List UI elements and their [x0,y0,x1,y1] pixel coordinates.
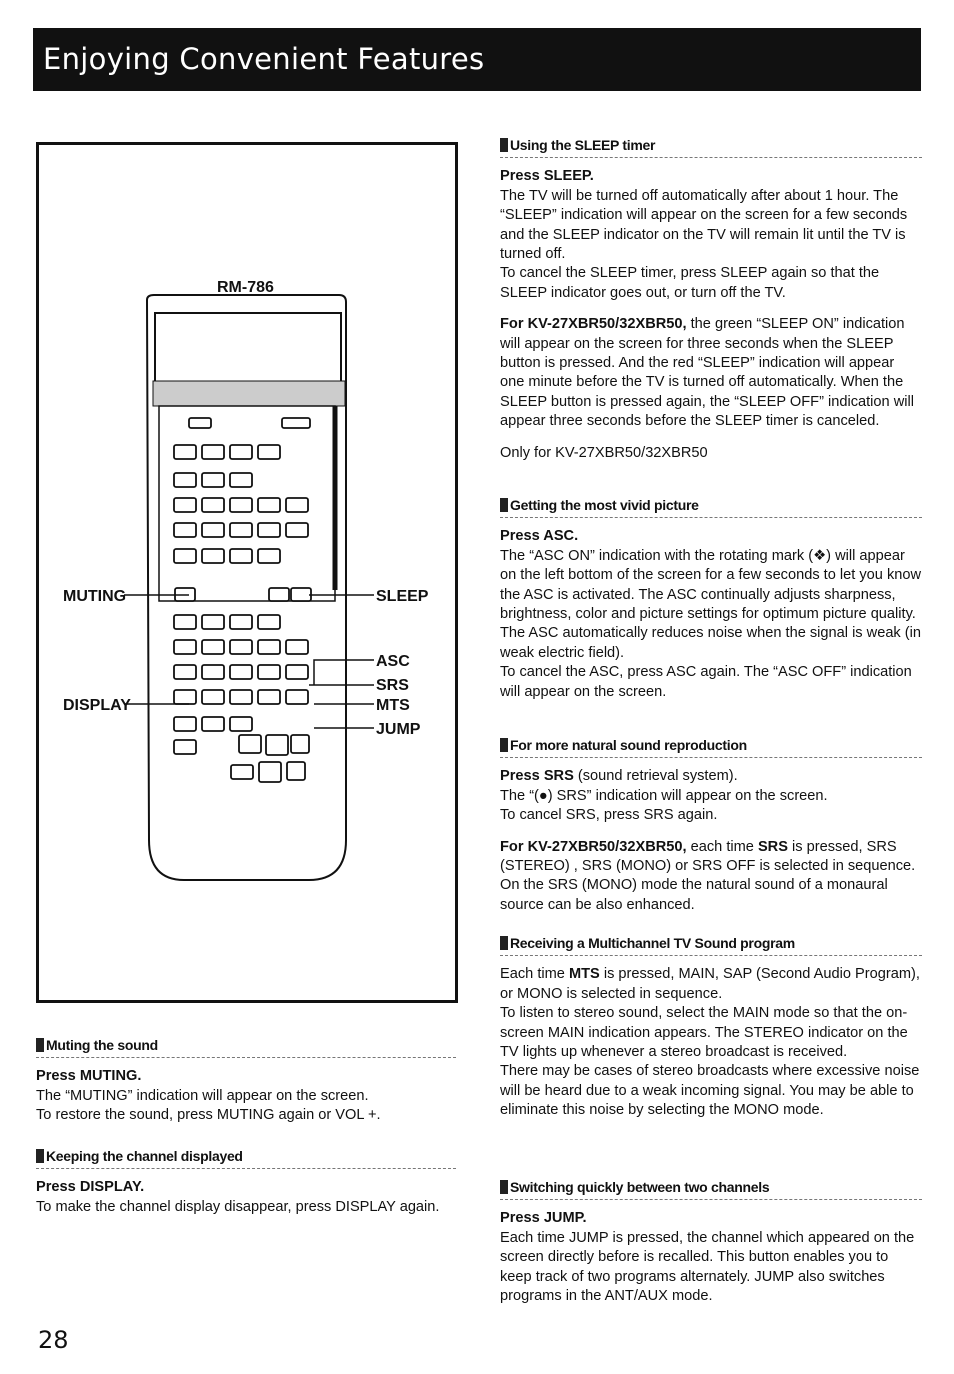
section-jump [500,1178,922,1306]
remote-button [202,665,224,679]
remote-button [258,523,280,537]
paragraph: To cancel SRS, press SRS again. [500,807,718,824]
instruction: Press JUMP. [500,1210,587,1227]
remote-button [286,640,308,654]
page-title: Enjoying Convenient Features [43,42,485,76]
remote-button [230,717,252,731]
remote-button [230,549,252,563]
remote-button [258,640,280,654]
remote-button [202,615,224,629]
instruction: Press DISPLAY. [36,1179,145,1196]
remote-button [174,498,196,512]
remote-button [174,523,196,537]
remote-switch [282,418,310,428]
remote-button [230,473,252,487]
remote-button [202,445,224,459]
instruction: Press SLEEP. [500,168,594,185]
remote-button [258,549,280,563]
remote-button [174,740,196,754]
remote-button [174,445,196,459]
label-jump: JUMP [376,721,421,738]
sleep-button [269,588,289,601]
model-label: RM-786 [217,279,274,296]
paragraph: The “ASC ON” indication with the rotating mark (❖) will appear on the left bottom of the screen for a few seconds to let you know the ASC is activated. The ASC continually adjusts sharpness, brightness, color and picture settings for optimum picture quality. The ASC automatically reduces noise when the signal is weak (in weak electric field). [500,547,922,661]
remote-button [266,735,288,755]
paragraph: There may be cases of stereo broadcasts where excessive noise will be heard due to a weak incoming signal. You may be able to eliminate this noise by selecting the MONO mode. [500,1063,920,1119]
section-display [36,1147,456,1217]
instruction: Press ASC. [500,528,579,545]
section-heading: For more natural sound reproduction [500,736,922,758]
label-sleep: SLEEP [376,588,429,605]
remote-button [286,665,308,679]
paragraph: The TV will be turned off automatically after about 1 hour. The “SLEEP” indication will appear on the screen for a few seconds and the SLEEP indicator on the TV will remain lit until the TV is turned off. [500,187,908,263]
remote-button [230,445,252,459]
remote-button [230,640,252,654]
paragraph: To restore the sound, press MUTING again or VOL +. [36,1107,381,1124]
remote-button [174,665,196,679]
remote-button [202,523,224,537]
section-srs [500,736,922,915]
remote-button [291,588,311,601]
section-heading: Muting the sound [36,1036,456,1058]
paragraph: For KV-27XBR50/32XBR50, each time SRS is pressed, SRS (STEREO) , SRS (MONO) or SRS OFF is selected in sequence. On the SRS (MONO) mode the natural sound of a monaural source can be also enhanced. [500,838,916,913]
remote-button [258,690,280,704]
paragraph: To cancel the ASC, press ASC again. The “ASC OFF” indication will appear on the screen. [500,664,912,700]
section-heading: Getting the most vivid picture [500,496,922,518]
paragraph: Each time MTS is pressed, MAIN, SAP (Second Audio Program), or MONO is selected in sequence. [500,966,920,1002]
remote-button [202,473,224,487]
label-display: DISPLAY [63,697,131,714]
remote-button [202,640,224,654]
remote-figure [36,142,458,1003]
remote-button [174,690,196,704]
paragraph: To cancel the SLEEP timer, press SLEEP again so that the SLEEP indicator goes out, or turn off the TV. [500,265,880,301]
remote-button [258,498,280,512]
remote-button [230,498,252,512]
remote-button [202,717,224,731]
remote-button [174,640,196,654]
label-muting: MUTING [63,588,127,605]
remote-button [258,665,280,679]
section-heading: Switching quickly between two channels [500,1178,922,1200]
remote-button [286,690,308,704]
paragraph: For KV-27XBR50/32XBR50, the green “SLEEP ON” indication will appear on the screen for three seconds when the SLEEP button is pressed. And the red “SLEEP” indication will appear one minute before the TV is turned off automatically. When the SLEEP button is pressed again, the “SLEEP OFF” indication will appear three seconds before the SLEEP timer is canceled. [500,316,914,430]
remote-button [202,690,224,704]
label-asc: ASC [376,653,410,670]
instruction: Press SRS (sound retrieval system). [500,768,738,785]
remote-button [239,735,261,753]
remote-button [286,498,308,512]
remote-button [202,498,224,512]
remote-buttons [174,418,311,782]
remote-cover-edge [153,381,345,406]
remote-button [287,762,305,780]
remote-button [202,549,224,563]
section-muting [36,1036,456,1126]
remote-button [258,615,280,629]
section-mts [500,934,922,1121]
label-mts: MTS [376,697,410,714]
remote-button [259,762,281,782]
remote-button [231,765,253,779]
remote-button [258,445,280,459]
page-header [33,28,921,91]
remote-switch [189,418,211,428]
section-heading: Receiving a Multichannel TV Sound program [500,934,922,956]
instruction: Press MUTING. [36,1068,142,1085]
remote-button [230,665,252,679]
page-number: 28 [38,1326,69,1354]
remote-illustration [39,145,455,1000]
paragraph: The “(●) SRS” indication will appear on the screen. [500,787,828,804]
remote-button [230,523,252,537]
remote-button [230,690,252,704]
section-sleep [500,136,922,463]
remote-button [286,523,308,537]
remote-button [174,549,196,563]
remote-button [230,615,252,629]
remote-button [174,615,196,629]
section-heading: Using the SLEEP timer [500,136,922,158]
section-asc [500,496,922,702]
paragraph: The “MUTING” indication will appear on the screen. [36,1087,369,1104]
paragraph: Each time JUMP is pressed, the channel which appeared on the screen directly before is recalled. This button enables you to keep track of two programs alternately. JUMP also switches programs in the ANT/AUX mode. [500,1229,915,1305]
label-srs: SRS [376,677,409,694]
remote-button [174,717,196,731]
paragraph: To listen to stereo sound, select the MAIN mode so that the on-screen MAIN indication appears. The STEREO indicator on the TV lights up whenever a stereo broadcast is received. [500,1005,908,1061]
remote-button [291,735,309,753]
section-heading: Keeping the channel displayed [36,1147,456,1169]
model-note: Only for KV-27XBR50/32XBR50 [500,444,708,461]
paragraph: To make the channel display disappear, press DISPLAY again. [36,1198,440,1215]
remote-cover [155,313,341,383]
remote-button [174,473,196,487]
